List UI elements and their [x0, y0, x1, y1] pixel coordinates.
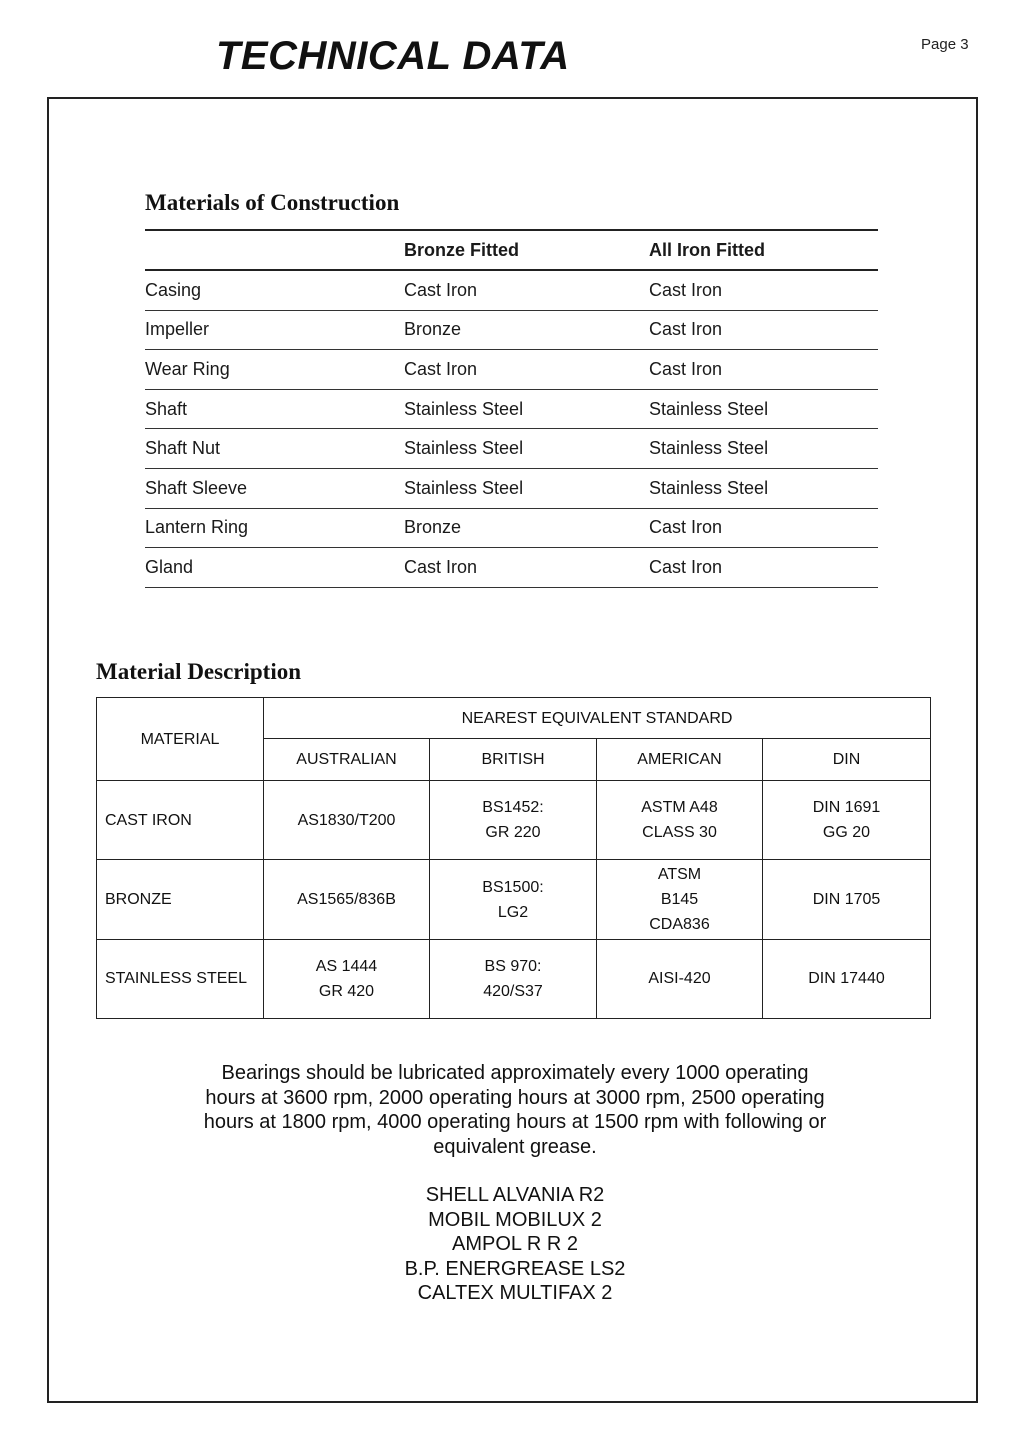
- grease-item: CALTEX MULTIFAX 2: [417, 1282, 613, 1304]
- standard-line: AS1830/T200: [297, 811, 396, 829]
- column-header-british: BRITISH: [430, 739, 597, 781]
- standard-line: AS 1444: [315, 957, 378, 975]
- table-row: [97, 860, 931, 939]
- british-standard: [430, 939, 597, 1018]
- table-row: [145, 350, 878, 390]
- all-iron-fitted-material: Cast Iron: [649, 517, 723, 538]
- part-name: Shaft Sleeve: [145, 477, 248, 498]
- all-iron-fitted-material: Cast Iron: [649, 319, 723, 340]
- table-row: [145, 469, 878, 509]
- material-name: STAINLESS STEEL: [97, 939, 264, 1018]
- standard-line: GG 20: [822, 824, 871, 842]
- description-heading: Material Description: [96, 659, 302, 684]
- standard-line: AS1565/836B: [297, 891, 396, 909]
- material-name: CAST IRON: [97, 781, 264, 860]
- bronze-fitted-material: Stainless Steel: [404, 438, 524, 459]
- bronze-fitted-material: Bronze: [404, 319, 462, 340]
- column-header-australian: AUSTRALIAN: [264, 739, 430, 781]
- american-standard: [597, 939, 763, 1018]
- standard-line: DIN 1691: [812, 799, 881, 817]
- australian-standard: [264, 939, 430, 1018]
- part-name: Shaft: [145, 398, 188, 419]
- standard-line: BS 970:: [484, 957, 542, 975]
- note-line: Bearings should be lubricated approximately every 1000 operating: [221, 1062, 809, 1084]
- table-row: [145, 548, 878, 588]
- all-iron-fitted-material: Cast Iron: [649, 279, 723, 300]
- table-row: [145, 390, 878, 430]
- page-title: TECHNICAL DATA: [216, 34, 570, 78]
- lubrication-note: [150, 1061, 880, 1159]
- table-row: [97, 939, 931, 1018]
- american-standard: [597, 781, 763, 860]
- description-group-header-row: [97, 698, 931, 739]
- din-standard: [763, 939, 931, 1018]
- all-iron-fitted-material: Cast Iron: [649, 556, 723, 577]
- construction-heading: Materials of Construction: [145, 190, 400, 215]
- table-row: [97, 781, 931, 860]
- din-standard: [763, 860, 931, 939]
- standard-line: BS1452:: [482, 799, 544, 817]
- part-name: Gland: [145, 556, 194, 577]
- standard-line: CLASS 30: [642, 824, 717, 842]
- standard-line: 420/S37: [483, 982, 543, 1000]
- all-iron-fitted-material: Cast Iron: [649, 358, 723, 379]
- australian-standard: [264, 860, 430, 939]
- description-table: [96, 697, 931, 1019]
- standard-line: ASTM A48: [641, 799, 718, 817]
- construction-header-row: [145, 231, 878, 271]
- construction-table: [145, 229, 878, 588]
- standard-line: AISI-420: [648, 970, 711, 988]
- column-header-all-iron-fitted: All Iron Fitted: [649, 239, 765, 260]
- table-row: [145, 509, 878, 549]
- table-row: [145, 311, 878, 351]
- all-iron-fitted-material: Stainless Steel: [649, 398, 769, 419]
- part-name: Wear Ring: [145, 358, 230, 379]
- bronze-fitted-material: Bronze: [404, 517, 462, 538]
- part-name: Shaft Nut: [145, 438, 221, 459]
- nearest-standard-header: NEAREST EQUIVALENT STANDARD: [264, 698, 931, 739]
- note-line: hours at 1800 rpm, 4000 operating hours at 1500 rpm with following or: [203, 1111, 827, 1133]
- standard-line: BS1500:: [482, 878, 544, 896]
- page-number: Page 3: [921, 36, 969, 53]
- grease-item: SHELL ALVANIA R2: [425, 1184, 605, 1206]
- australian-standard: [264, 781, 430, 860]
- bronze-fitted-material: Stainless Steel: [404, 477, 524, 498]
- bronze-fitted-material: Cast Iron: [404, 358, 478, 379]
- note-line: hours at 3600 rpm, 2000 operating hours at 3000 rpm, 2500 operating: [205, 1086, 825, 1109]
- standard-line: B145: [660, 891, 699, 909]
- british-standard: [430, 860, 597, 939]
- column-header-american: AMERICAN: [597, 739, 763, 781]
- material-column-header: MATERIAL: [97, 698, 264, 781]
- part-name: Casing: [145, 279, 202, 300]
- standard-line: CDA836: [649, 916, 710, 934]
- standard-line: GR 420: [318, 982, 375, 1000]
- table-row: [145, 271, 878, 311]
- all-iron-fitted-material: Stainless Steel: [649, 477, 769, 498]
- standard-line: DIN 17440: [808, 970, 885, 988]
- note-line: equivalent grease.: [433, 1135, 597, 1158]
- standard-line: GR 220: [485, 824, 541, 842]
- standard-line: ATSM: [657, 866, 702, 884]
- material-name: BRONZE: [97, 860, 264, 939]
- british-standard: [430, 781, 597, 860]
- column-header-bronze-fitted: Bronze Fitted: [404, 239, 519, 260]
- part-name: Impeller: [145, 319, 210, 340]
- american-standard: [597, 860, 763, 939]
- din-standard: [763, 781, 931, 860]
- grease-list: [150, 1183, 880, 1306]
- bronze-fitted-material: Stainless Steel: [404, 398, 524, 419]
- bronze-fitted-material: Cast Iron: [404, 556, 478, 577]
- grease-item: AMPOL R R 2: [452, 1233, 578, 1255]
- bronze-fitted-material: Cast Iron: [404, 279, 478, 300]
- part-name: Lantern Ring: [145, 517, 249, 538]
- grease-item: B.P. ENERGREASE LS2: [404, 1257, 626, 1280]
- grease-item: MOBIL MOBILUX 2: [428, 1208, 602, 1231]
- standard-line: DIN 1705: [812, 891, 881, 909]
- standard-line: LG2: [497, 903, 529, 921]
- all-iron-fitted-material: Stainless Steel: [649, 438, 769, 459]
- table-row: [145, 429, 878, 469]
- column-header-din: DIN: [763, 739, 931, 781]
